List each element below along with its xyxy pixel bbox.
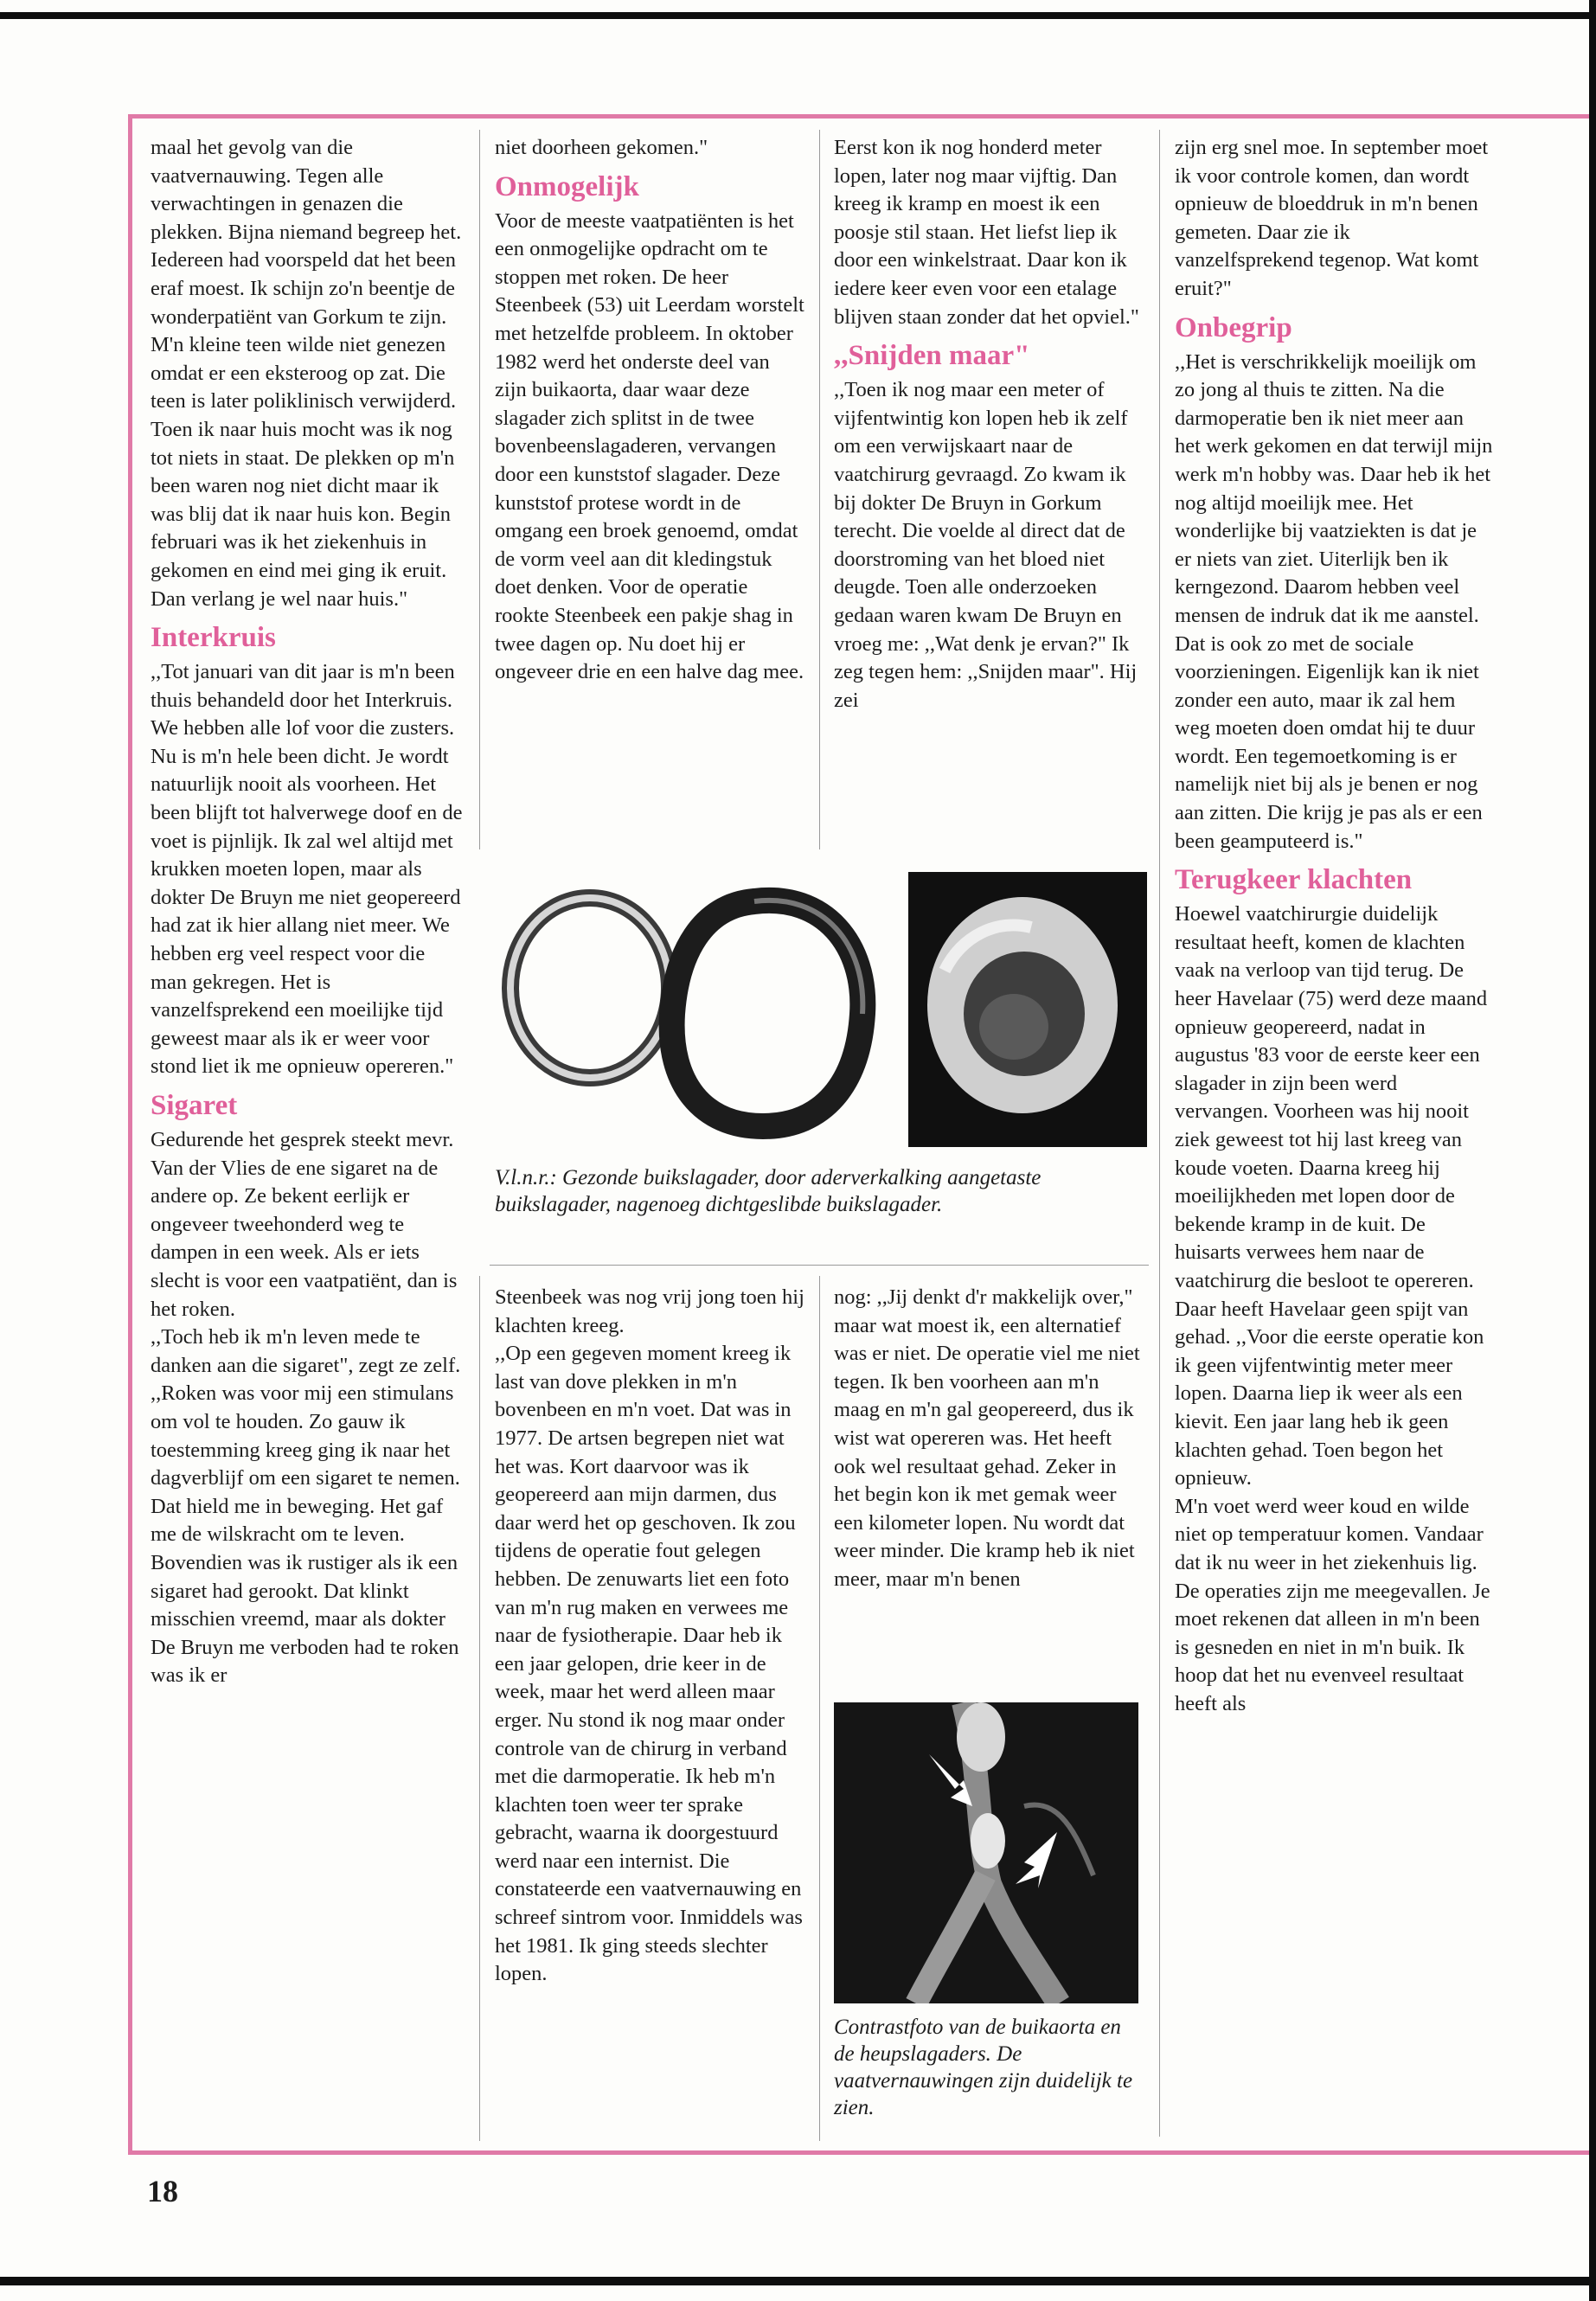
photo-caption: V.l.n.r.: Gezonde buikslagader, door aderverkalking aangetaste buikslagader, nagenoeg dichtgeslibde buikslagader. bbox=[495, 1166, 1042, 1216]
paragraph: Hoewel vaatchirurgie duidelijk resultaat heeft, komen de klachten vaak na verloop van tijd terug. De heer Havelaar (75) werd deze maand opnieuw geopereerd, nadat in augustus '83 voor de eerste keer een slagader in zijn been werd vervangen. Voorheen was hij nooit ziek geweest tot hij last kreeg van koude voeten. Daarna kreeg hij moeilijkheden met lopen door de bekende kramp in de kuit. De huisarts verwees hem naar de vaatchirurg die besloot te opereren. Daar heeft Havelaar geen spijt van gehad. ,,Voor die eerste operatie kon ik geen vijfentwintig meter meer lopen. Daarna liep ik weer als een kievit. Een jaar lang heb ik geen klachten gehad. Toen begon het opnieuw. bbox=[1175, 902, 1488, 1490]
xray-caption: Contrastfoto van de buikaorta en de heupslagaders. De vaatvernauwingen zijn duidelijk te zien. bbox=[834, 2016, 1133, 2119]
subheading-terugkeer-klachten: Terugkeer klachten bbox=[1175, 864, 1413, 896]
subheading-onbegrip: Onbegrip bbox=[1175, 311, 1292, 343]
paragraph: ,,Op een gegeven moment kreeg ik last van dove plekken in m'n bovenbeen en m'n voet. Dat was in 1977. De artsen begrepen niet wat het was. Kort daarvoor was ik geopereerd aan mijn darmen, dus daar werd het op geschoven. Ik zou tijdens de operatie fout gelegen hebben. De zenuwarts liet een foto van m'n rug maken en verwees me naar de fysiotherapie. Daar heb ik een jaar gelopen, drie keer in de week, maar het werd alleen maar erger. Nu stond ik nog maar onder controle van de chirurg in verband met die darmoperatie. Ik heb m'n klachten toen weer ter sprake gebracht, waarna ik doorgestuurd werd naar een internist. Die constateerde een vaatvernauwing en schreef sintrom voor. Inmiddels was het 1981. Ik ging steeds slechter lopen. bbox=[495, 1342, 803, 1986]
paragraph: ,,Het is verschrikkelijk moeilijk om zo jong al thuis te zitten. Na die darmoperatie ben ik niet meer aan het werk gekomen en dat terwijl mijn werk m'n hobby was. Daar heb ik het nog altijd moeilijk mee. Het wonderlijke bij vaatziekten is dat je er niets van ziet. Uiterlijk ben ik kerngezond. Daarom hebben veel mensen de indruk dat ik me aanstel. Dat is ook zo met de sociale voorzieningen. Eigenlijk kan ik niet zonder een auto, maar ik zal hem weg moeten doen omdat hij te duur wordt. Een tegemoetkoming is er namelijk niet bij als je benen er nog aan zitten. Die krijg je pas als er een been geamputeerd is." bbox=[1175, 349, 1493, 853]
paragraph: zijn erg snel moe. In september moet ik voor controle komen, dan wordt opnieuw de bloeddruk in m'n benen gemeten. Daar zie ik vanzelfsprekend tegenop. Wat komt eruit?" bbox=[1175, 136, 1489, 300]
subheading-sigaret: Sigaret bbox=[151, 1090, 238, 1121]
column-rule bbox=[479, 130, 480, 849]
paragraph: maal het gevolg van die vaatvernauwing. Tegen alle verwachtingen in genazen die plekken. Bijna niemand begreep het. Iedereen had voorspeld dat het been eraf moest. Ik schijn zo'n beentje de wonderpatiënt van Gorkum te zijn. M'n kleine teen wilde niet genezen omdat er een eksteroog op zat. Die teen is later poliklinisch verwijderd. Toen ik naar huis mocht was ik nog tot niets in staat. De plekken op m'n been waren nog niet dicht maar ik was blij dat ik naar huis kon. Begin februari was ik het ziekenhuis in gekomen en eind mei ging ik eruit. Dan verlang je wel naar huis." bbox=[151, 136, 462, 611]
subheading-interkruis: Interkruis bbox=[151, 622, 276, 654]
paragraph: Steenbeek was nog vrij jong toen hij klachten kreeg. bbox=[495, 1285, 804, 1337]
page-number: 18 bbox=[147, 2174, 178, 2208]
xray-aorta bbox=[971, 1813, 1005, 1868]
pink-frame-bottom bbox=[128, 2150, 1589, 2155]
top-border bbox=[0, 12, 1596, 19]
paragraph: Eerst kon ik nog honderd meter lopen, later nog maar vijftig. Dan kreeg ik kramp en moest ik een poosje stil staan. Het liefst liep ik door een winkelstraat. Daar kon ik iedere keer even voor een etalage blijven staan zonder dat het opviel." bbox=[834, 136, 1139, 329]
pink-frame-left bbox=[128, 114, 132, 2155]
column-rule bbox=[819, 1276, 820, 2141]
column-2-top bbox=[495, 134, 806, 687]
column-rule bbox=[479, 1276, 480, 2141]
paragraph: Voor de meeste vaatpatiënten is het een onmogelijke opdracht om te stoppen met roken. De heer Steenbeek (53) uit Leerdam worstelt met hetzelfde probleem. In oktober 1982 werd het onderste deel van zijn buikaorta, daar waar deze slagader zich splitst in de twee bovenbeenslagaderen, vervangen door een kunststof slagader. Deze kunststof protese wordt in de omgang een broek genoemd, omdat de vorm veel aan dit kledingstuk doet denken. Voor de operatie rookte Steenbeek een pakje shag in twee dagen op. Nu doet hij er ongeveer drie en een halve dag mee. bbox=[495, 208, 804, 684]
column-rule bbox=[819, 130, 820, 849]
column-2-bottom bbox=[495, 1284, 806, 1989]
contrast-xray-image bbox=[834, 1702, 1138, 2003]
subheading-snijden-maar: ,,Snijden maar" bbox=[834, 340, 1030, 372]
paragraph: ,,Toch heb ik m'n leven mede te danken aan die sigaret", zegt ze zelf. ,,Roken was voor mij een stimulans om vol te houden. Zo gauw ik toestemming kreeg ging ik naar het dagverblijf om een sigaret te nemen. Dat hield me in beweging. Het gaf me de wilskracht om te leven. Bovendien was ik rustiger als ik een sigaret had gerookt. Dat klinkt misschien vreemd, maar als dokter De Bruyn me verboden had te roken was ik er bbox=[151, 1325, 461, 1688]
aorta-photos bbox=[495, 867, 1151, 1154]
paragraph: M'n voet werd weer koud en wilde niet op temperatuur komen. Vandaar dat ik nu weer in het ziekenhuis lig. De operaties zijn me meegevallen. Je moet rekenen dat alleen in m'n been is gesneden en niet in m'n buik. Ik hoop dat het nu evenveel resultaat heeft als bbox=[1175, 1494, 1490, 1715]
paragraph: Gedurende het gesprek steekt mevr. Van der Vlies de ene sigaret na de andere op. Ze bekent eerlijk er ongeveer tweehonderd weg te dampen in een week. Als er iets slecht is voor een vaatpatiënt, dan is het roken. bbox=[151, 1128, 458, 1321]
subheading-onmogelijk: Onmogelijk bbox=[495, 170, 639, 202]
paragraph: nog: ,,Jij denkt d'r makkelijk over," maar wat moest ik, een alternatief was er niet. De operatie viel me niet tegen. Ik ben voorheen aan m'n maag en m'n gal geopereerd, dus ik wist wat opereren was. Het heeft ook wel resultaat gehad. Zeker in het begin kon ik met gemak weer een kilometer lopen. Nu wordt dat weer minder. Die kramp heb ik niet meer, maar m'n benen bbox=[834, 1285, 1140, 1591]
bottom-border bbox=[0, 2277, 1596, 2285]
column-3-bottom bbox=[834, 1284, 1145, 1594]
right-border bbox=[1589, 0, 1596, 2301]
xray-aorta bbox=[957, 1702, 1005, 1772]
column-3-top bbox=[834, 134, 1145, 715]
paragraph: niet doorheen gekomen." bbox=[495, 136, 708, 159]
paragraph: ,,Toen ik nog maar een meter of vijfentwintig kon lopen heb ik zelf om een verwijskaart naar de vaatchirurg gevraagd. Zo kwam ik bij dokter De Bruyn in Gorkum terecht. Die voelde al direct dat de doorstroming van het bloed niet deugde. Toen alle onderzoeken gedaan waren kwam De Bruyn en vroeg me: ,,Wat denk je ervan?" Ik zeg tegen hem: ,,Snijden maar". Hij zei bbox=[834, 378, 1138, 712]
column-1 bbox=[151, 134, 464, 1690]
caption-rule bbox=[490, 1265, 1149, 1266]
column-rule bbox=[1159, 130, 1160, 2137]
occluded-aorta-image bbox=[908, 872, 1147, 1147]
paragraph: ,,Tot januari van dit jaar is m'n been thuis behandeld door het Interkruis. We hebben alle lof voor die zusters. Nu is m'n hele been dicht. Je wordt natuurlijk nooit als voorheen. Het been blijft tot halverwege doof en de voet is pijnlijk. Ik zal wel altijd met krukken moeten lopen, maar als dokter De Bruyn me niet geopereerd had zat ik hier allang niet meer. We hebben erg veel respect voor die man gekregen. Het is vanzelfsprekend een moeilijke tijd geweest maar als ik er weer voor stond liet ik me opnieuw opereren." bbox=[151, 660, 463, 1079]
column-4 bbox=[1175, 134, 1493, 1718]
pink-frame-top bbox=[128, 114, 1589, 119]
